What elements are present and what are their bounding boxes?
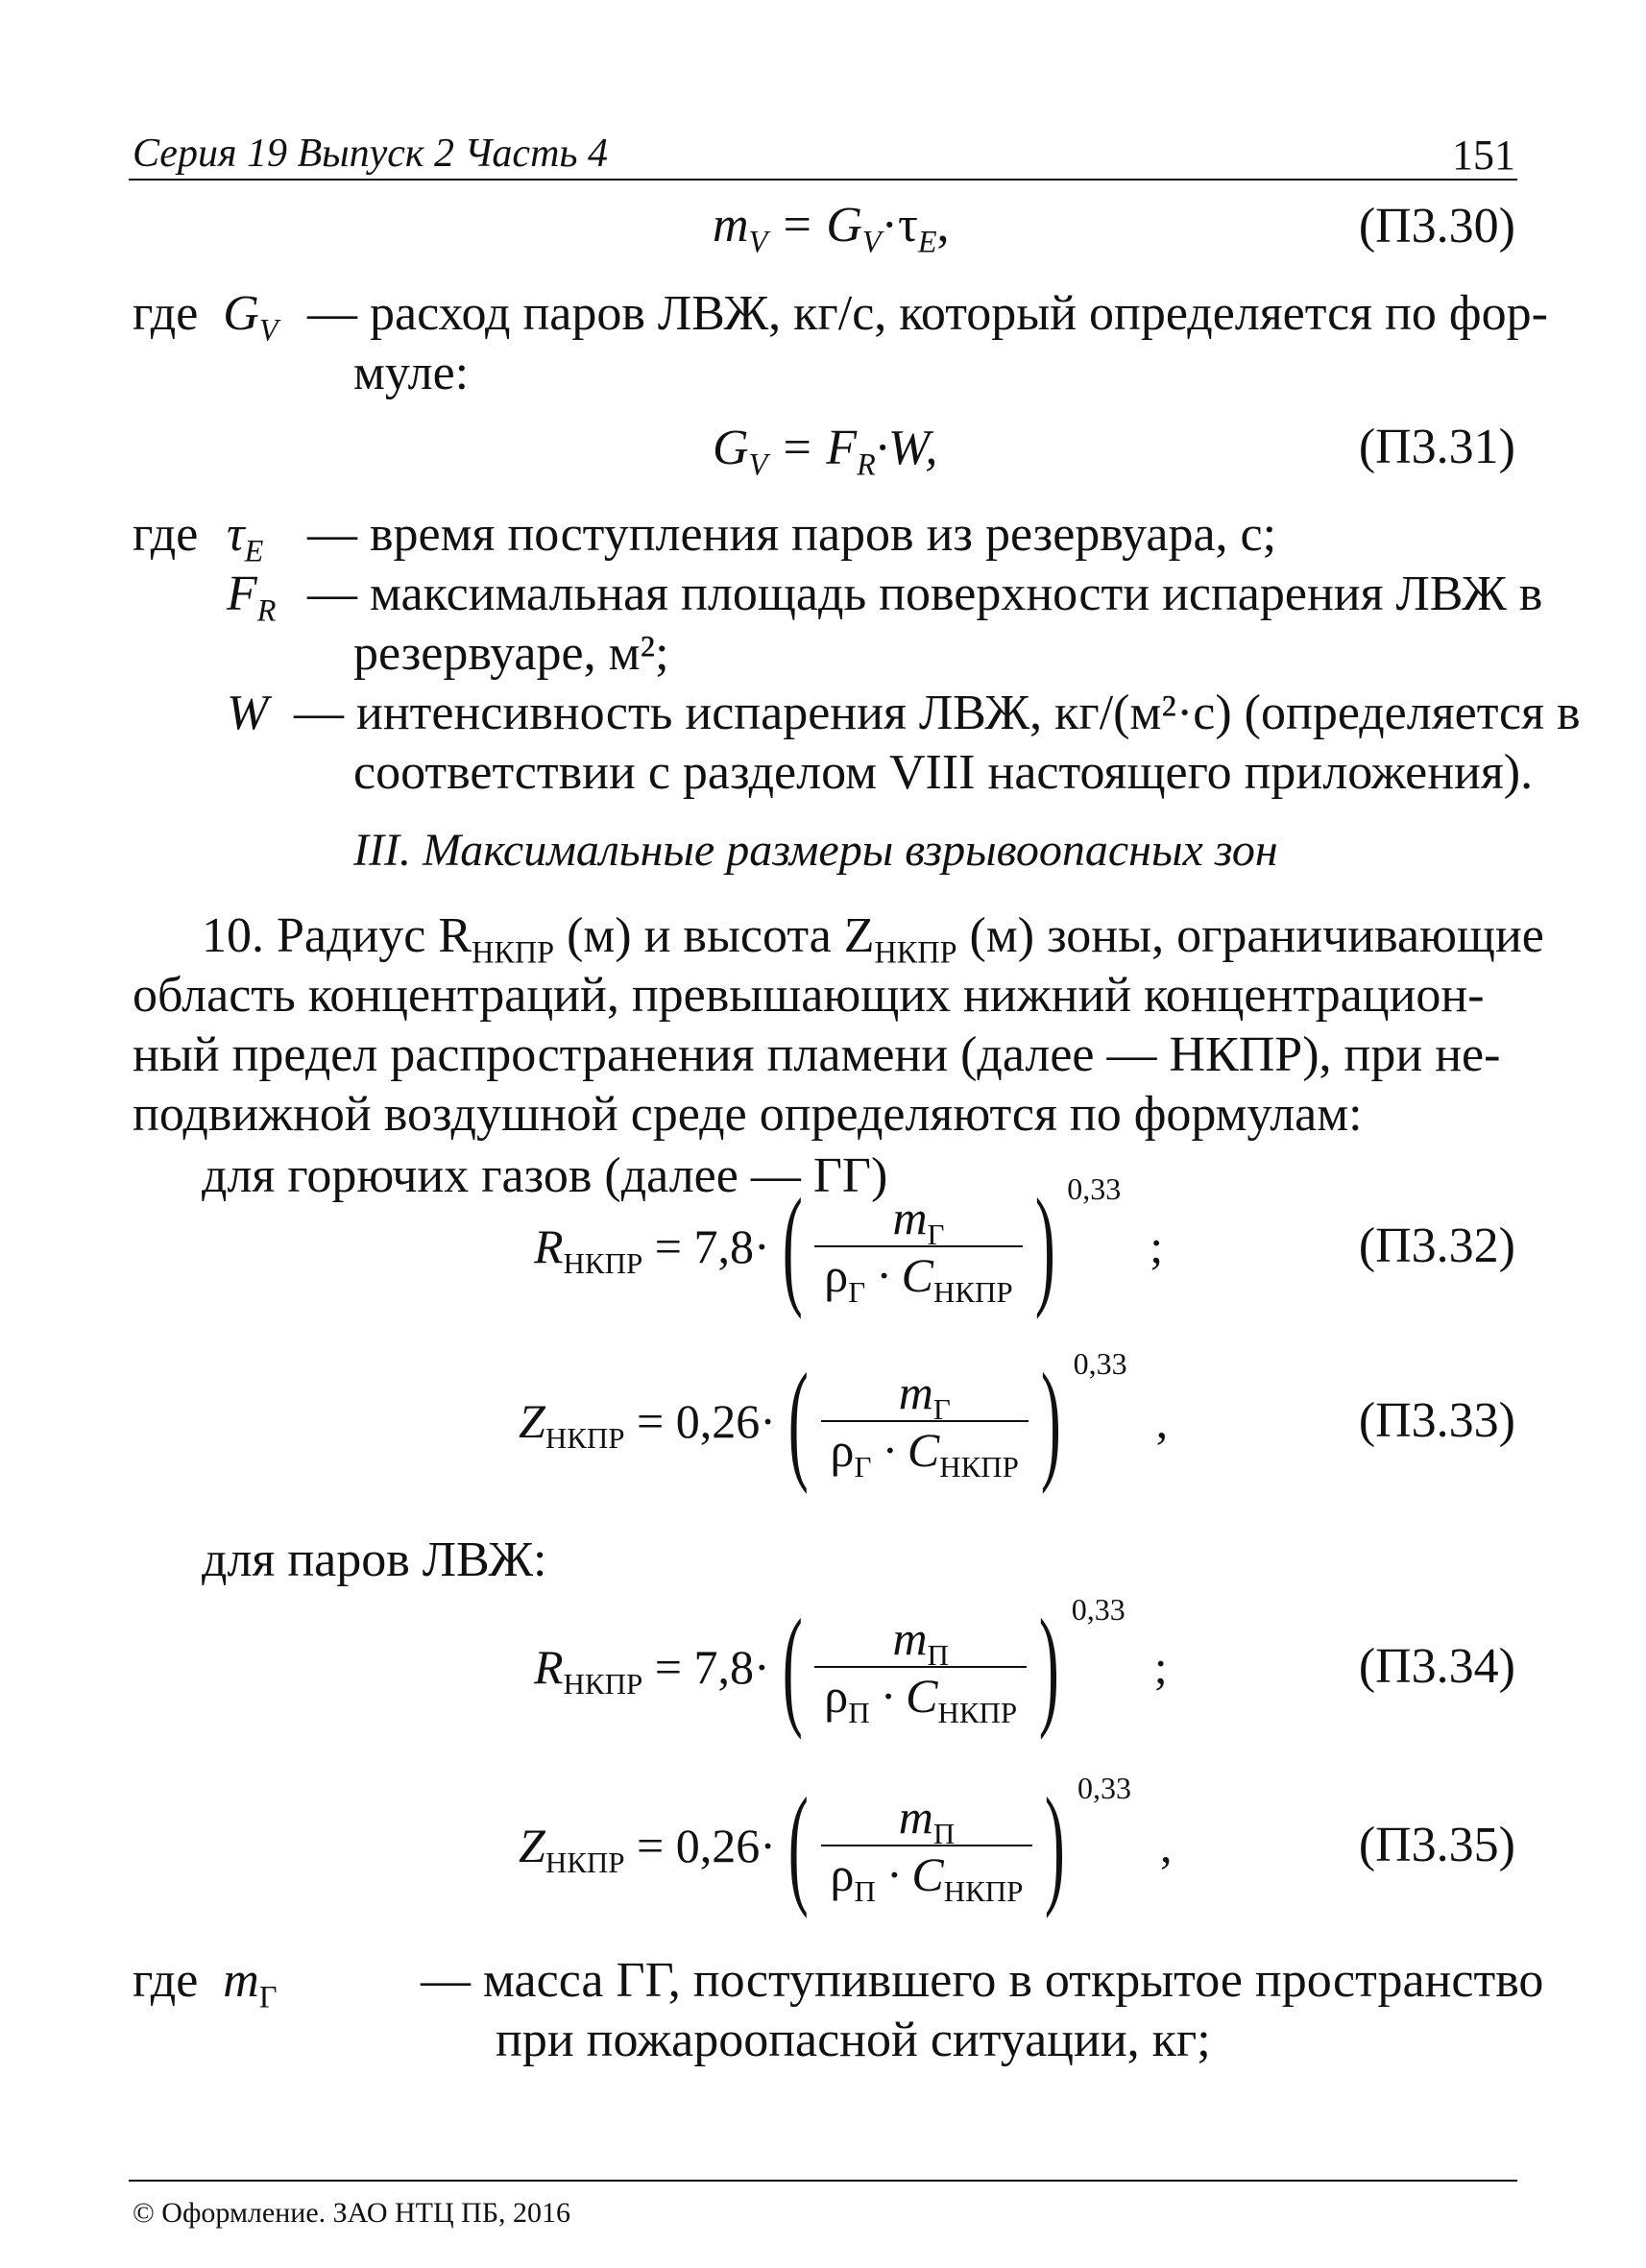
where-sym-tau: $\tau_E$: [227, 507, 264, 568]
footer-rule: [129, 2180, 1517, 2182]
where-text-fr-cont: резервуаре, м²;: [353, 626, 669, 681]
formula-p3-34: $R_{НКПР} = 7,8\cdot$( $m_П$ $\rho_П \cdot C_{НКПР}$ ) $^{0,33}$;: [534, 1592, 1168, 1741]
where-sym-w: W: [227, 686, 269, 740]
equation-number-p3-31: (П3.31): [1358, 420, 1515, 474]
where-mg-text-cont: при пожароопасной ситуации, кг;: [496, 2013, 1211, 2067]
where-text-w-cont: соответствии с разделом VIII настоящего приложения).: [353, 745, 1534, 800]
formula-p3-30: $m_V = G_V\cdot\tau_E$,: [713, 198, 950, 259]
paragraph-10-line-1: 10. Радиус $R_{НКПР}$ (м) и высота $Z_{НКПР}$ (м) зоны, ограничивающие: [202, 908, 1544, 970]
equation-number-p3-34: (П3.34): [1358, 1639, 1515, 1694]
where-text-w: — интенсивность испарения ЛВЖ, кг/(м²·с) (определяется в: [294, 686, 1581, 740]
section-heading: III. Максимальные размеры взрывоопасных зон: [353, 825, 1278, 876]
where-mg: где $m_Г$: [133, 1953, 278, 2015]
equation-number-p3-32: (П3.32): [1358, 1218, 1515, 1273]
where-gv-text: — расход паров ЛВЖ, кг/с, который определяется по фор-: [307, 286, 1548, 341]
formula-p3-33: $Z_{НКПР} = 0,26\cdot$( $m_Г$ $\rho_Г \cdot C_{НКПР}$ ) $^{0,33}$,: [519, 1346, 1169, 1495]
formula-p3-32: $R_{НКПР} = 7,8\cdot$( $m_Г$ $\rho_Г \cdot C_{НКПР}$ ) $^{0,33}$;: [534, 1171, 1164, 1320]
equation-number-p3-33: (П3.33): [1358, 1393, 1515, 1448]
where-word-tau: где: [133, 507, 199, 562]
equation-number-p3-30: (П3.30): [1358, 199, 1515, 253]
where-text-tau: — время поступления паров из резервуара, с;: [307, 507, 1277, 562]
where-gv: где $G_V$: [133, 286, 278, 348]
paragraph-10-line-3: ный предел распространения пламени (далее — НКПР), при не-: [133, 1027, 1501, 1082]
page-number: 151: [1452, 132, 1515, 179]
formula-p3-35: $Z_{НКПР} = 0,26\cdot$( $m_П$ $\rho_П \cdot C_{НКПР}$ ) $^{0,33}$,: [519, 1771, 1173, 1919]
where-sym-fr: $F_R$: [227, 567, 277, 628]
gas-intro: для горючих газов (далее — ГГ): [202, 1148, 888, 1203]
where-gv-text-cont: муле:: [353, 346, 470, 400]
where-mg-text: — масса ГГ, поступившего в открытое пространство: [421, 1953, 1544, 2008]
footer-copyright: © Оформление. ЗАО НТЦ ПБ, 2016: [133, 2197, 571, 2229]
equation-number-p3-35: (П3.35): [1358, 1818, 1515, 1872]
formula-p3-31: $G_V = F_R\cdot W$,: [713, 421, 938, 482]
header-rule: [129, 179, 1517, 181]
paragraph-10-line-2: область концентраций, превышающих нижний концентрацион-: [133, 968, 1485, 1023]
running-header: Серия 19 Выпуск 2 Часть 4: [133, 132, 609, 176]
where-text-fr: — максимальная площадь поверхности испарения ЛВЖ в: [307, 567, 1543, 621]
paragraph-10-line-4: подвижной воздушной среде определяются по формулам:: [133, 1087, 1363, 1142]
vapor-intro: для паров ЛВЖ:: [202, 1532, 547, 1587]
